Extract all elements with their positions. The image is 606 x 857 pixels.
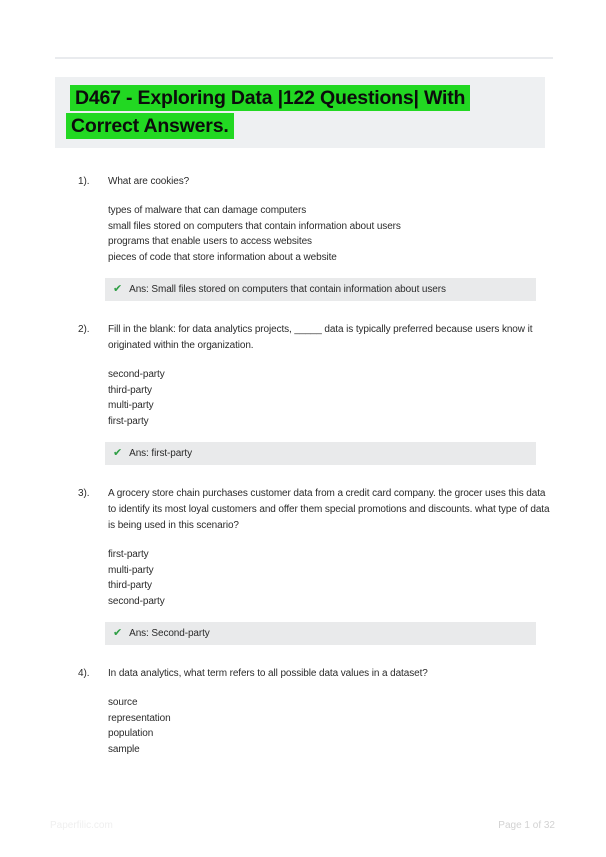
option: second-party [108,369,165,380]
question-row [78,666,553,682]
answer-box [105,278,536,301]
check-icon: ✔ [113,627,123,639]
question-text: In data analytics, what term refers to all possible data values in a dataset? [108,668,428,679]
options-list [108,695,553,757]
option: sample [108,743,140,755]
option: third-party [108,580,152,591]
page-number-label: Page 1 of 32 [498,820,555,831]
option: population [108,728,154,739]
option: types of malware that can damage computers [108,205,307,216]
option: first-party [108,549,149,560]
question-text: A grocery store chain purchases customer data from a credit card company. the grocer uses this data to identify its most loyal customers and offer them special promotions and discounts. what type of data is being used in this scenario? [108,488,550,531]
check-icon: ✔ [113,283,123,295]
watermark-text: Paperfilic.com [50,820,113,831]
title-line-1-wrap [66,85,537,113]
question-number: 2). [78,324,90,335]
options-list [108,367,553,429]
question-row [78,174,553,190]
questions-list [78,174,553,757]
options-list [108,203,553,265]
option: multi-party [108,564,154,576]
answer-text: Ans: Small files stored on computers that contain information about users [129,284,446,295]
answer-box [105,622,536,645]
option: pieces of code that store information about a website [108,251,337,263]
question-number: 1). [78,176,90,187]
option: source [108,697,138,708]
question-number: 4). [78,668,90,679]
top-divider [55,57,553,59]
question-number: 3). [78,488,90,499]
page-title-line-2: Correct Answers. [66,113,234,139]
option: third-party [108,384,152,396]
question-block-2 [78,322,553,465]
option: programs that enable users to access websites [108,236,312,247]
answer-box [105,442,536,465]
title-panel [55,77,545,148]
question-block-3 [78,486,553,645]
question-block-1 [78,174,553,301]
option: multi-party [108,400,154,411]
question-row [78,322,553,354]
option: second-party [108,595,165,607]
check-icon: ✔ [113,447,123,459]
answer-text: Ans: Second-party [129,628,210,639]
options-list [108,547,553,609]
title-line-2-wrap [66,113,537,141]
option: representation [108,712,171,724]
option: small files stored on computers that contain information about users [108,220,401,232]
question-block-4 [78,666,553,757]
question-row [78,486,553,534]
page-title-line-1: D467 - Exploring Data |122 Questions| With [70,85,470,111]
question-text: What are cookies? [108,176,190,187]
question-text: Fill in the blank: for data analytics projects, _____ data is typically preferred because users know it originated within the organization. [108,324,533,351]
page-footer [0,820,606,834]
option: first-party [108,415,149,427]
answer-text: Ans: first-party [129,448,192,459]
